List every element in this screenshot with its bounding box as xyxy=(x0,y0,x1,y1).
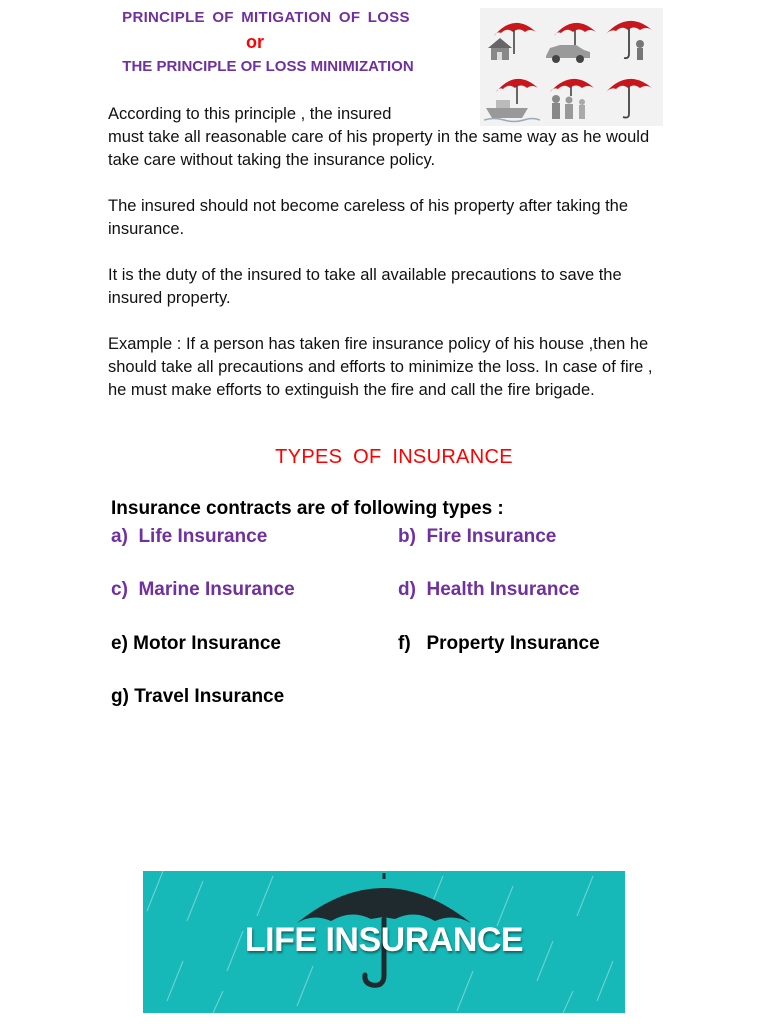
paragraph-example: Example : If a person has taken fire insurance policy of his house ,then he should take all precautions and efforts to minimize the loss. In case of fire , he must make efforts to extinguish the fire and call the fire brigade. xyxy=(108,335,653,399)
types-intro: Insurance contracts are of following types : xyxy=(111,498,504,519)
heading-line-1: PRINCIPLE OF MITIGATION OF LOSS xyxy=(122,9,410,26)
paragraph-principle-intro: According to this principle , the insured xyxy=(108,105,392,123)
umbrella-family-icon xyxy=(542,72,598,124)
paragraph-duty-of-insured: It is the duty of the insured to take all available precautions to save the insured property. xyxy=(108,266,622,307)
umbrella-person-icon xyxy=(602,14,658,66)
list-item-property-insurance: f) Property Insurance xyxy=(398,633,600,654)
umbrella-house-icon xyxy=(484,14,540,66)
list-item-marine-insurance: c) Marine Insurance xyxy=(111,579,295,600)
insurance-icons-image xyxy=(480,8,663,126)
list-item-life-insurance: a) Life Insurance xyxy=(111,526,268,547)
umbrella-icon xyxy=(602,72,658,124)
heading-line-2: THE PRINCIPLE OF LOSS MINIMIZATION xyxy=(122,58,414,75)
banner-title: LIFE INSURANCE xyxy=(244,921,524,959)
paragraph-principle-continued: must take all reasonable care of his property in the same way as he would take care without taking the insurance policy. xyxy=(108,128,650,169)
umbrella-boat-icon xyxy=(484,72,540,124)
heading-or: or xyxy=(246,32,264,52)
list-item-travel-insurance: g) Travel Insurance xyxy=(111,686,285,707)
list-item-health-insurance: d) Health Insurance xyxy=(398,579,580,600)
list-item-motor-insurance: e) Motor Insurance xyxy=(111,633,281,654)
umbrella-car-icon xyxy=(542,14,598,66)
types-of-insurance-title: TYPES OF INSURANCE xyxy=(275,446,513,468)
life-insurance-banner xyxy=(143,871,625,1013)
list-item-fire-insurance: b) Fire Insurance xyxy=(398,526,557,547)
paragraph-not-careless: The insured should not become careless of his property after taking the insurance. xyxy=(108,197,629,238)
